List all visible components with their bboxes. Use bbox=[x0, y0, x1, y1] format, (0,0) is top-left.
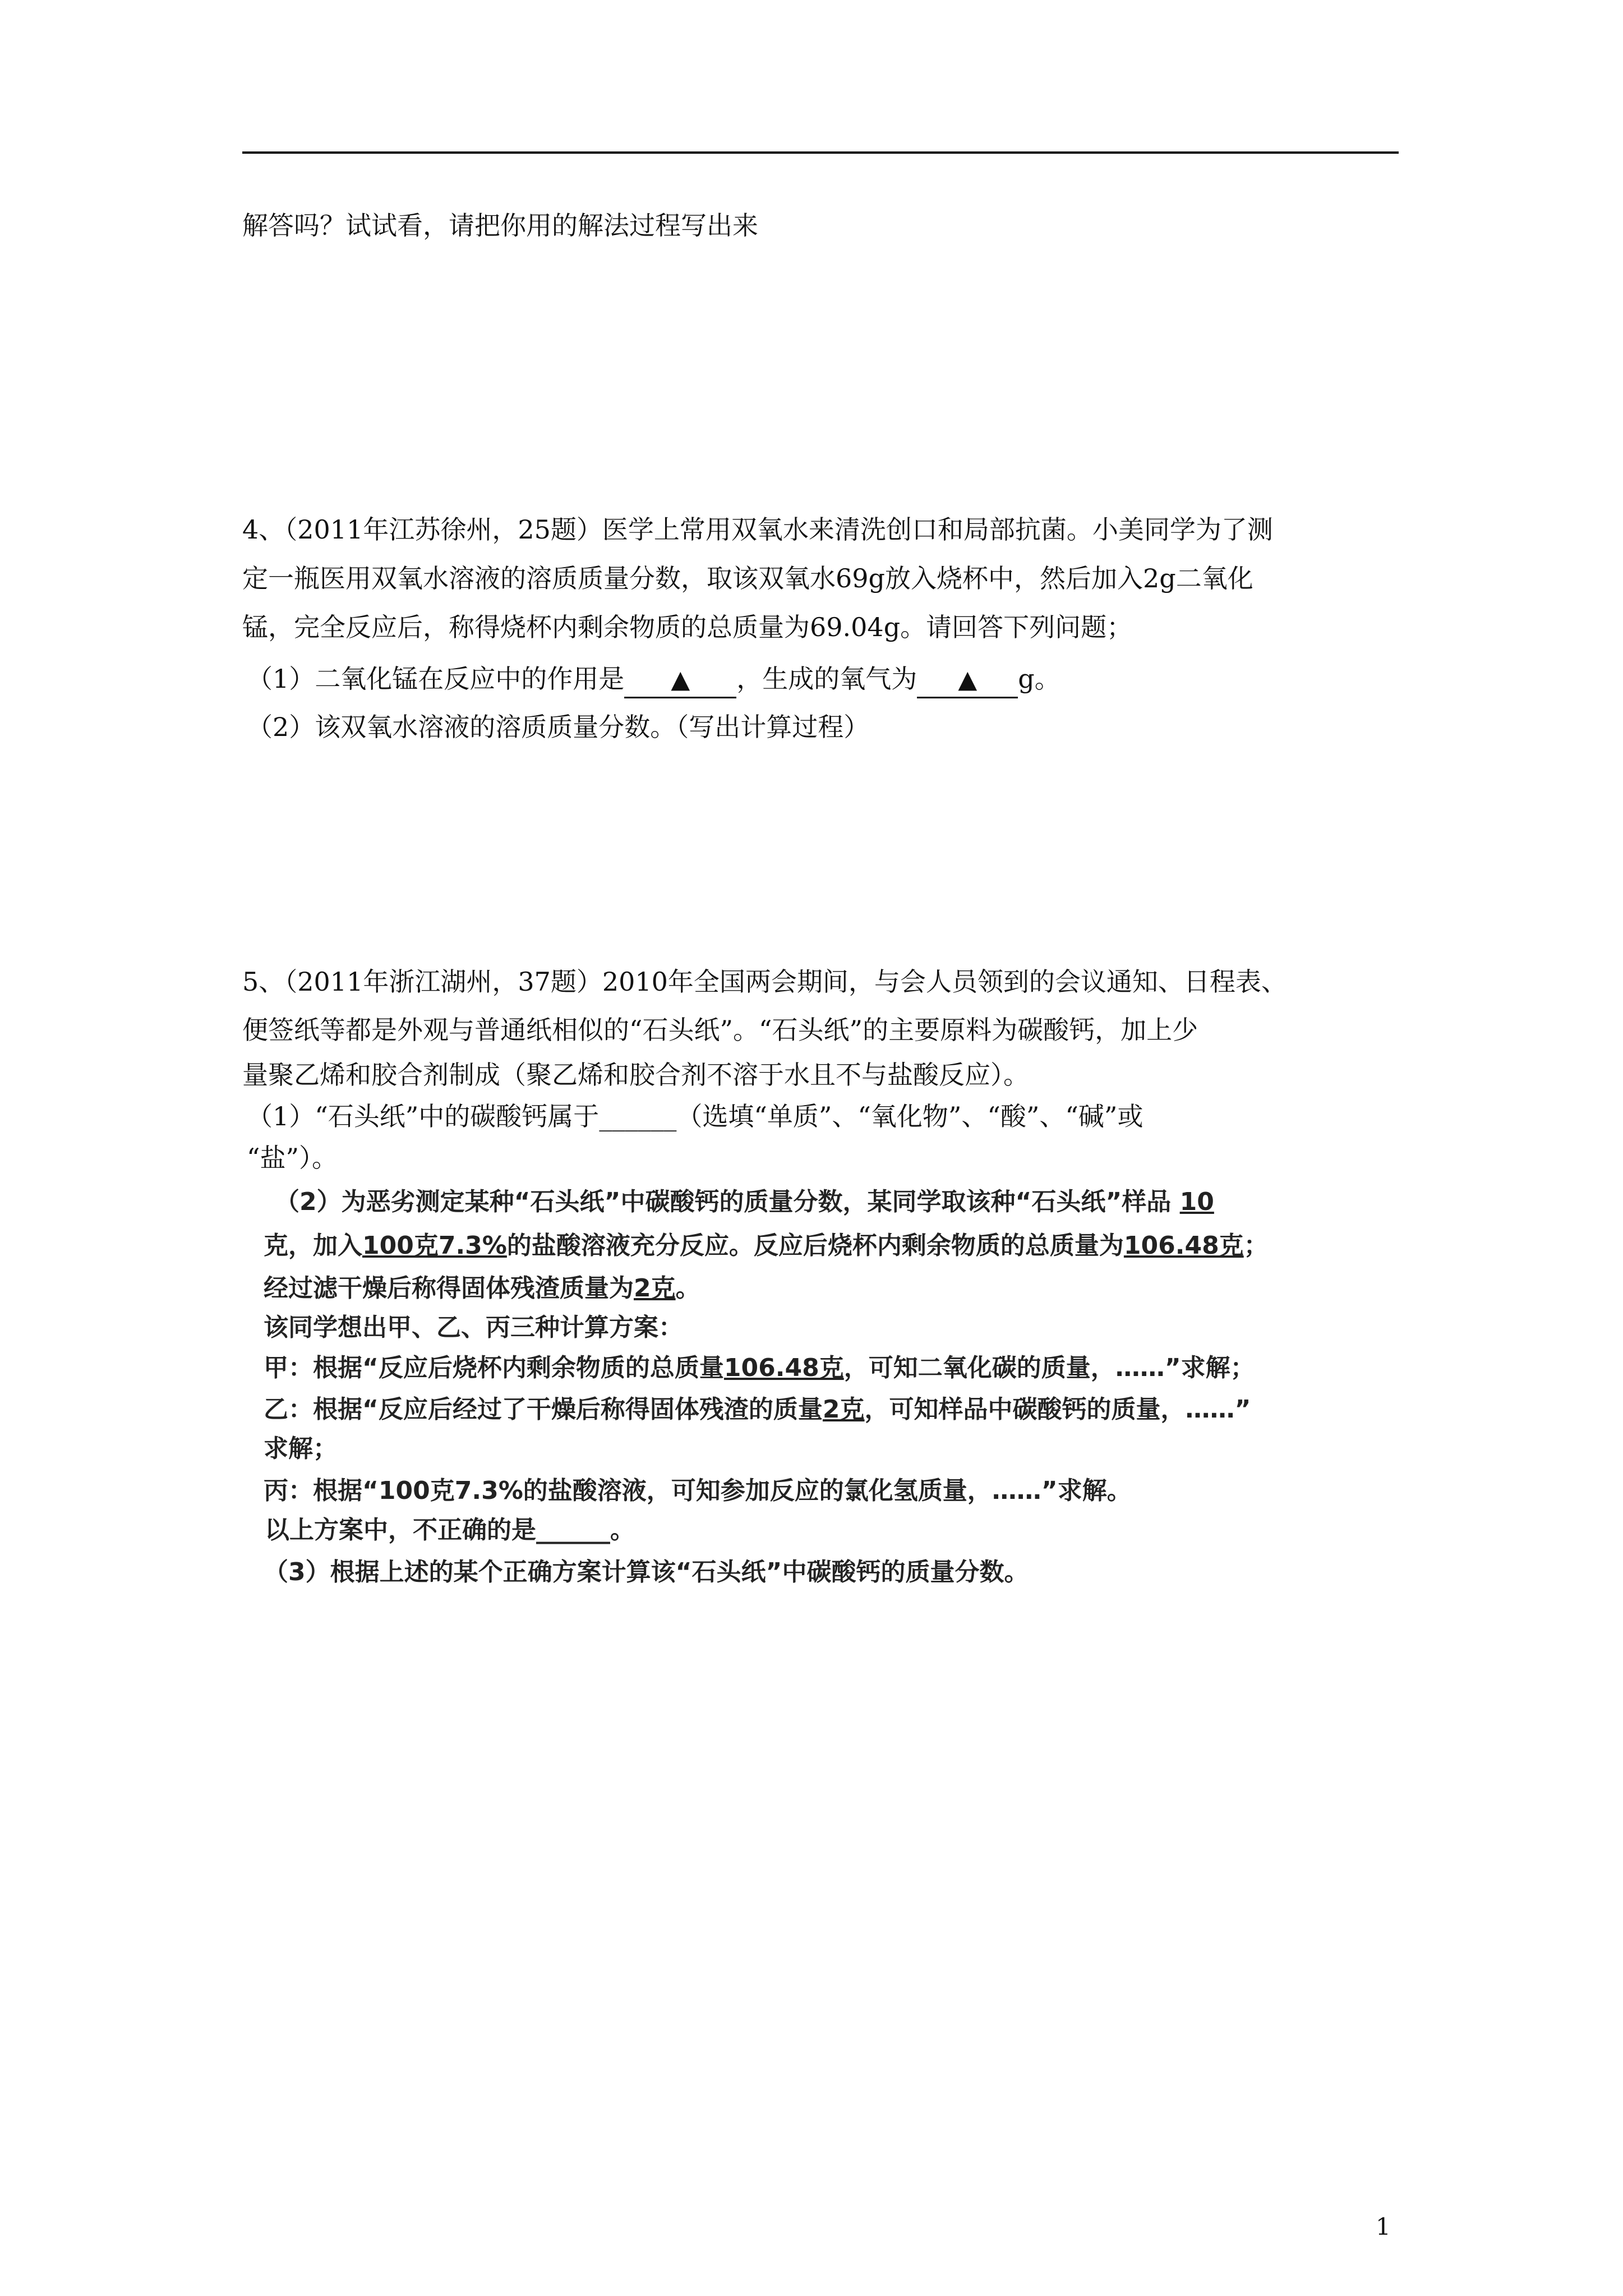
scan-line-3 bbox=[264, 1273, 700, 1304]
q5-sub1-line-2: “盐”）。 bbox=[247, 1143, 338, 1173]
q5-sub1-suffix: （选填“单质”、“氧化物”、“酸”、“碱”或 bbox=[676, 1101, 1144, 1131]
q4-subquestion-1 bbox=[247, 662, 1061, 698]
scan-underlined: 106.48克 bbox=[723, 1354, 844, 1382]
scan-underlined: 2克 bbox=[822, 1395, 865, 1424]
page-number: 1 bbox=[1376, 2213, 1391, 2240]
answer-blank-oxygen: ▲ bbox=[917, 663, 1018, 698]
q4-line-2: 定一瓶医用双氧水溶液的溶质质量分数，取该双氧水69g放入烧杯中，然后加入2g二氧化 bbox=[242, 563, 1253, 593]
scan-line-1 bbox=[275, 1186, 1214, 1218]
continuation-text: 解答吗？试试看，请把你用的解法过程写出来 bbox=[242, 210, 758, 241]
scan-text: 。 bbox=[675, 1274, 700, 1303]
q5-sub1-prefix: （1）“石头纸”中的碳酸钙属于 bbox=[247, 1101, 600, 1131]
scan-line-9 bbox=[265, 1515, 635, 1546]
scan-underlined: 2克 bbox=[634, 1274, 676, 1303]
q5-line-1: 5、（2011年浙江湖州，37题）2010年全国两会期间，与会人员领到的会议通知、日程表、 bbox=[242, 967, 1287, 997]
answer-blank-role: ▲ bbox=[624, 663, 736, 698]
q4-line-3: 锰，完全反应后，称得烧杯内剩余物质的总质量为69.04g。请回答下列问题； bbox=[242, 612, 1133, 642]
scan-line-8: 丙：根据“100克7.3%的盐酸溶液，可知参加反应的氯化氢质量，……”求解。 bbox=[264, 1476, 1132, 1505]
scan-text: 以上方案中，不正确的是 bbox=[265, 1516, 536, 1544]
scan-text: 。 bbox=[610, 1516, 635, 1544]
scan-text: ； bbox=[1243, 1231, 1269, 1260]
scan-text: ，可知二氧化碳的质量，……”求解； bbox=[843, 1354, 1255, 1382]
q5-subquestion-1 bbox=[247, 1099, 1143, 1133]
answer-blank-incorrect-plan: ______ bbox=[536, 1516, 610, 1544]
q5-line-2: 便签纸等都是外观与普通纸相似的“石头纸”。“石头纸”的主要原料为碳酸钙，加上少 bbox=[242, 1015, 1198, 1045]
scan-text: 甲：根据“反应后烧杯内剩余物质的总质量 bbox=[264, 1354, 724, 1382]
scan-line-6 bbox=[264, 1394, 1251, 1425]
scan-underlined: 100克7.3% bbox=[362, 1231, 507, 1260]
scan-text: 经过滤干燥后称得固体残渣质量为 bbox=[264, 1274, 634, 1303]
q4-sub1-middle: ，生成的氧气为 bbox=[736, 664, 917, 694]
scan-text: 的盐酸溶液充分反应。反应后烧杯内剩余物质的总质量为 bbox=[506, 1231, 1124, 1260]
scan-text: ，可知样品中碳酸钙的质量，……” bbox=[864, 1395, 1251, 1424]
header-rule bbox=[242, 151, 1399, 154]
scan-line-10: （3）根据上述的某个正确方案计算该“石头纸”中碳酸钙的质量分数。 bbox=[264, 1558, 1029, 1586]
q4-sub1-prefix: （1）二氧化锰在反应中的作用是 bbox=[247, 664, 625, 694]
scan-text: （2）为恶劣测定某种“石头纸”中碳酸钙的质量分数，某同学取该种“石头纸”样品 bbox=[275, 1188, 1172, 1216]
answer-blank-category: ______ bbox=[599, 1101, 677, 1131]
scan-text: 克，加入 bbox=[264, 1231, 362, 1260]
scan-line-4: 该同学想出甲、乙、丙三种计算方案： bbox=[264, 1313, 683, 1342]
q4-line-1: 4、（2011年江苏徐州，25题）医学上常用双氧水来清洗创口和局部抗菌。小美同学为了测 bbox=[242, 514, 1273, 545]
scan-line-5 bbox=[264, 1352, 1255, 1384]
scan-text: 乙：根据“反应后经过了干燥后称得固体残渣的质量 bbox=[264, 1395, 823, 1424]
q5-line-3: 量聚乙烯和胶合剂制成（聚乙烯和胶合剂不溶于水且不与盐酸反应）。 bbox=[242, 1060, 1029, 1090]
scan-underlined: 106.48克 bbox=[1123, 1231, 1244, 1260]
scan-line-7: 求解； bbox=[264, 1434, 338, 1463]
scan-line-2 bbox=[264, 1230, 1269, 1262]
q4-subquestion-2: （2）该双氧水溶液的溶质质量分数。（写出计算过程） bbox=[247, 712, 870, 742]
scanned-question-image bbox=[264, 1186, 1391, 1602]
scan-underlined: 10 bbox=[1179, 1188, 1214, 1216]
q4-sub1-suffix: g。 bbox=[1018, 664, 1061, 694]
